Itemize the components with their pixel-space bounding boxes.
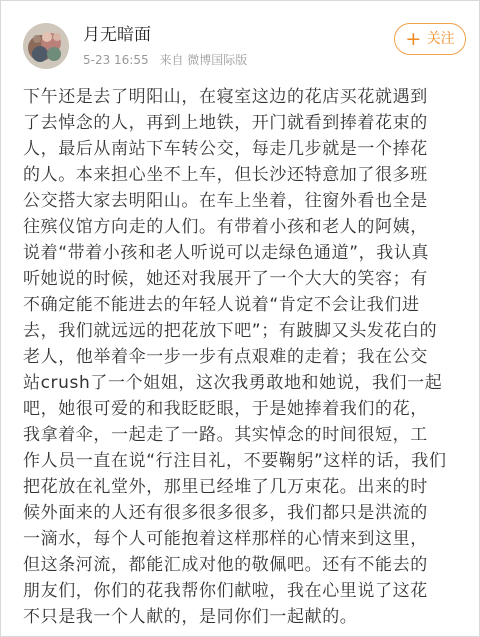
post-header [1,1,479,81]
post-text-line: 听她说的时候，她还对我展开了一个大大的笑容；有 [23,269,428,289]
post-text-line: 老人，他举着伞一步一步有点艰难的走着；我在公交 [23,347,428,367]
post-text-line: 朋友们，你们的花我帮你们献啦，我在心里说了这花 [23,581,428,601]
post-text-line: 我拿着伞，一起走了一路。其实悼念的时间很短，工 [23,425,428,445]
post-text-line: 的人。本来担心坐不上车，但长沙还特意加了很多班 [23,165,428,185]
follow-label: 关注 [426,31,455,47]
post-text-line: 站crush了一个姐姐，这次我勇敢地和她说，我们一起 [23,373,443,393]
post-text-line: 下午还是去了明阳山，在寝室这边的花店买花就遇到 [23,87,428,107]
post-text-line: 不只是我一个人献的，是同你们一起献的。 [23,607,358,627]
post-text-line: 把花放在礼堂外，那里已经堆了几万束花。出来的时 [23,477,428,497]
post-meta [83,53,254,67]
post-text-line: 候外面来的人还有很多很多很多，我们都只是洪流的 [23,503,428,523]
author-name[interactable]: 月无暗面 [83,25,151,45]
avatar[interactable] [23,23,69,69]
plus-icon: + [405,28,422,50]
post-text-line: 公交搭大家去明阳山。在车上坐着，往窗外看也全是 [23,191,428,211]
post-text-line: 不确定能不能进去的年轻人说着“肯定不会让我们进 [23,295,420,315]
post-text-line: 人，最后从南站下车转公交，每走几步就是一个捧花 [23,139,428,159]
post-text-line: 去，我们就远远的把花放下吧”；有跛脚又头发花白的 [23,321,438,341]
post-time: 5-23 16:55 [83,53,149,67]
post-text-line: 了去悼念的人，再到上地铁，开门就看到捧着花束的 [23,113,428,133]
post-text-line: 说着“带着小孩和老人听说可以走绿色通道”，我认真 [23,243,430,263]
post-text-line: 作人员一直在说“行注目礼，不要鞠躬”这样的话，我们 [23,451,447,471]
follow-button[interactable] [394,23,466,55]
post-source: 来自 微博国际版 [159,53,248,67]
post-text-line: 往殡仪馆方向走的人们。有带着小孩和老人的阿姨， [23,217,428,237]
post-text-line: 但这条河流，都能汇成对他的敬佩吧。还有不能去的 [23,555,428,575]
avatar-image [23,23,69,69]
post-text [23,84,463,630]
post-text-line: 一滴水，每个人可能抱着这样那样的心情来到这里， [23,529,428,549]
post-text-line: 吧，她很可爱的和我眨眨眼，于是她捧着我们的花， [23,399,428,419]
